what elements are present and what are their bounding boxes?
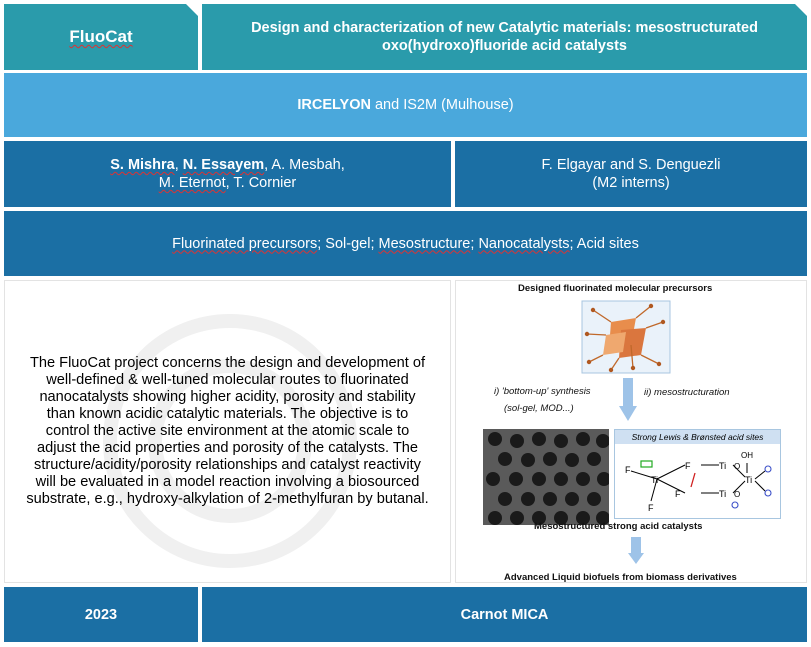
corner-fold	[795, 4, 807, 16]
atom-f: F	[675, 489, 681, 499]
atom-f: F	[685, 461, 691, 471]
figure-panel	[455, 280, 807, 583]
separator: ,	[174, 157, 183, 173]
atom-o: O	[734, 490, 741, 499]
atom-ti: Ti	[651, 475, 659, 485]
program-cell	[202, 587, 807, 642]
tem-image	[483, 429, 609, 525]
interns-role: (M2 interns)	[592, 175, 670, 191]
abstract-text: The FluoCat project concerns the design and development of well-defined & well-tuned molecular routes to fluorinated nanocatalysts showing higher acidity, porosity and stability than known acidic catalytic materials. The objective is to control the active site environment at the atomic scale to adjust the acid properties and porosity of the catalysts. The structure/acidity/porosity relationships and catalyst reactivity will be evaluated in a model reaction involving a biosourced substrate, e.g., hydroxy-alkylation of 2-methylfuran by butanal.	[26, 355, 429, 507]
acid-sites-box	[614, 429, 781, 519]
interns-names: F. Elgayar and S. Denguezli	[541, 157, 721, 173]
acid-site-scheme	[615, 445, 780, 519]
keyword-2: Sol-gel	[325, 235, 371, 252]
keyword-4: Nanocatalysts	[478, 235, 570, 252]
keyword-1: Fluorinated precursors	[172, 235, 318, 252]
project-title: Design and characterization of new Catalytic materials: mesostructurated oxo(hydroxo)fluoride acid catalysts	[251, 20, 758, 54]
project-title-cell	[202, 4, 807, 70]
atom-f: F	[625, 465, 631, 475]
project-name: FluoCat	[69, 27, 133, 46]
year-cell	[4, 587, 198, 642]
program: Carnot MICA	[460, 606, 549, 623]
atom-o: O	[734, 462, 741, 471]
keyword-3: Mesostructure	[378, 235, 471, 252]
keywords-row: Fluorinated precursors; Sol-gel; Mesostructure; Nanocatalysts; Acid sites	[4, 211, 807, 276]
precursor-structure	[581, 300, 671, 374]
project-name-cell	[4, 4, 198, 70]
abstract-panel	[4, 280, 451, 583]
atom-oh: OH	[741, 451, 753, 460]
step1-detail: (sol-gel, MOD...)	[504, 403, 574, 414]
result-label: Advanced Liquid biofuels from biomass derivatives	[504, 572, 737, 583]
other-lab: and IS2M (Mulhouse)	[370, 97, 514, 113]
person-cornier: , T. Cornier	[225, 175, 297, 191]
figure-heading: Designed fluorinated molecular precursors	[518, 283, 713, 294]
person-mesbah: , A. Mesbah,	[264, 157, 345, 173]
labs-row	[4, 73, 807, 137]
keyword-5: Acid sites	[576, 235, 639, 252]
step1-label: i) 'bottom-up' synthesis	[494, 386, 591, 397]
person-eternot: M. Eternot	[158, 175, 226, 191]
person-essayem: N. Essayem	[182, 157, 265, 173]
down-arrow-icon	[628, 537, 644, 565]
people-left-cell	[4, 141, 451, 207]
person-mishra: S. Mishra	[110, 157, 175, 173]
atom-ti: Ti	[719, 461, 727, 471]
atom-ti: Ti	[745, 475, 753, 485]
atom-f: F	[648, 503, 654, 513]
people-right-cell	[455, 141, 807, 207]
year: 2023	[84, 606, 118, 623]
catalysts-label: Mesostructured strong acid catalysts	[534, 521, 703, 532]
main-lab: IRCELYON	[297, 97, 371, 113]
step2-label: ii) mesostructuration	[644, 387, 730, 398]
down-arrow-icon	[619, 378, 637, 422]
acid-sites-label: Strong Lewis & Brønsted acid sites	[615, 430, 780, 444]
corner-fold	[186, 4, 198, 16]
atom-ti: Ti	[719, 489, 727, 499]
